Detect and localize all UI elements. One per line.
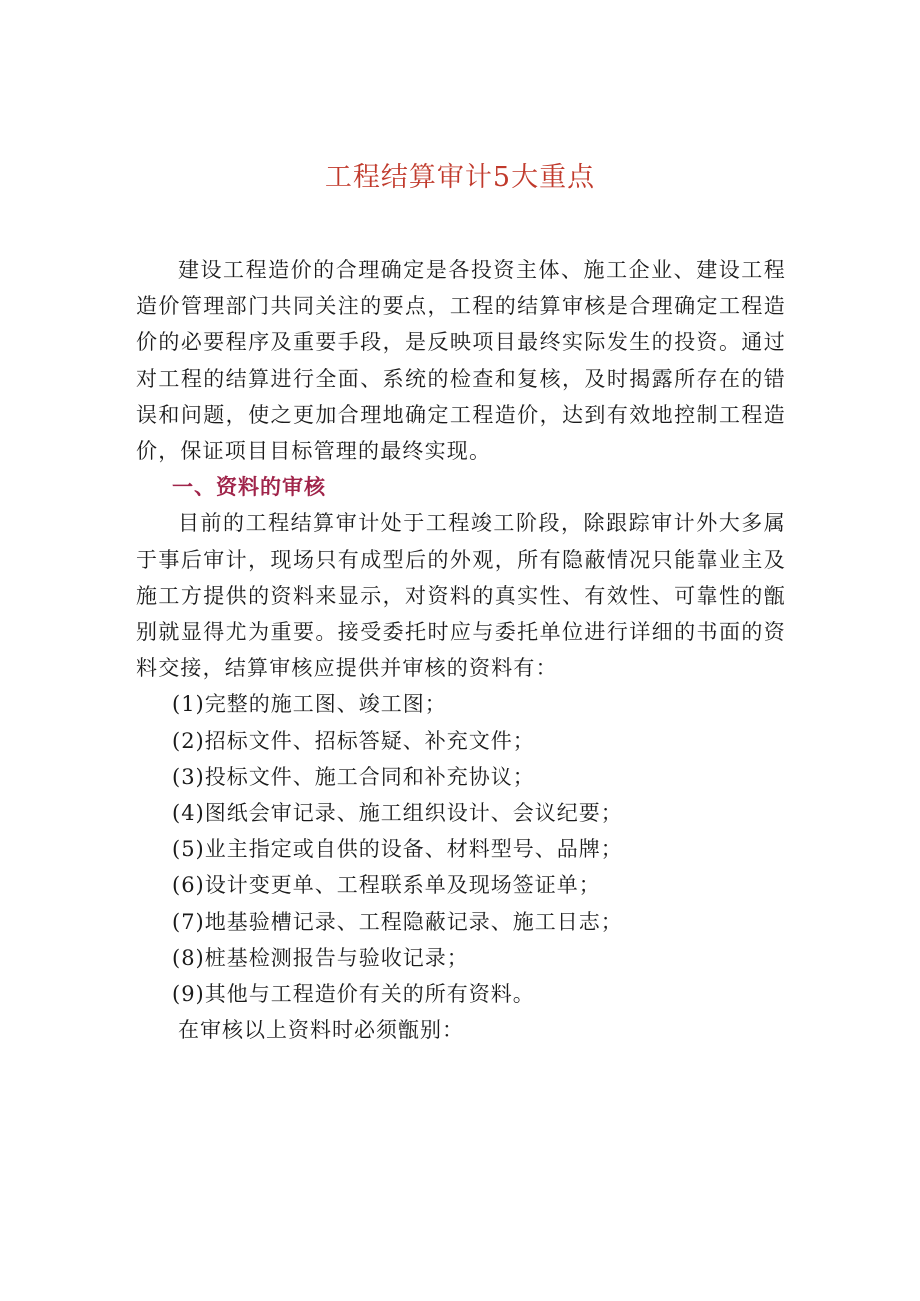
list-item: (7)地基验槽记录、工程隐蔽记录、施工日志； [172,909,623,934]
list-item: (5)业主指定或自供的设备、材料型号、品牌； [172,837,623,862]
list-item: (8)桩基检测报告与验收记录； [172,945,469,970]
list-item: (6)设计变更单、工程联系单及现场签证单； [172,873,601,898]
section-heading: 一、资料的审核 [172,474,326,500]
document-body [136,252,786,1048]
list-item: (4)图纸会审记录、施工组织设计、会议纪要； [172,801,623,826]
list-item: (1)完整的施工图、竣工图； [172,692,447,717]
intro-paragraph: 建设工程造价的合理确定是各投资主体、施工企业、建设工程造价管理部门共同关注的要点，工程的结算审核是合理确定工程造价的必要程序及重要手段，是反映项目最终实际发生的投资。通过对工程的结算进行全面、系统的检查和复核，及时揭露所存在的错误和问题，使之更加合理地确定工程造价，达到有效地控制工程造价，保证项目目标管理的最终实现。 [136,258,786,464]
closing-line: 在审核以上资料时必须甑别： [178,1018,464,1043]
list-item: (3)投标文件、施工合同和补充协议； [172,764,535,789]
section-paragraph: 目前的工程结算审计处于工程竣工阶段，除跟踪审计外大多属于事后审计，现场只有成型后的外观，所有隐蔽情况只能靠业主及施工方提供的资料来显示，对资料的真实性、有效性、可靠性的甑别就显得尤为重要。接受委托时应与委托单位进行详细的书面的资料交接，结算审核应提供并审核的资料有： [136,511,786,681]
document-title: 工程结算审计5大重点 [324,162,596,193]
list-item: (2)招标文件、招标答疑、补充文件； [172,728,535,753]
materials-list [136,686,786,1012]
list-item: (9)其他与工程造价有关的所有资料。 [172,982,535,1007]
